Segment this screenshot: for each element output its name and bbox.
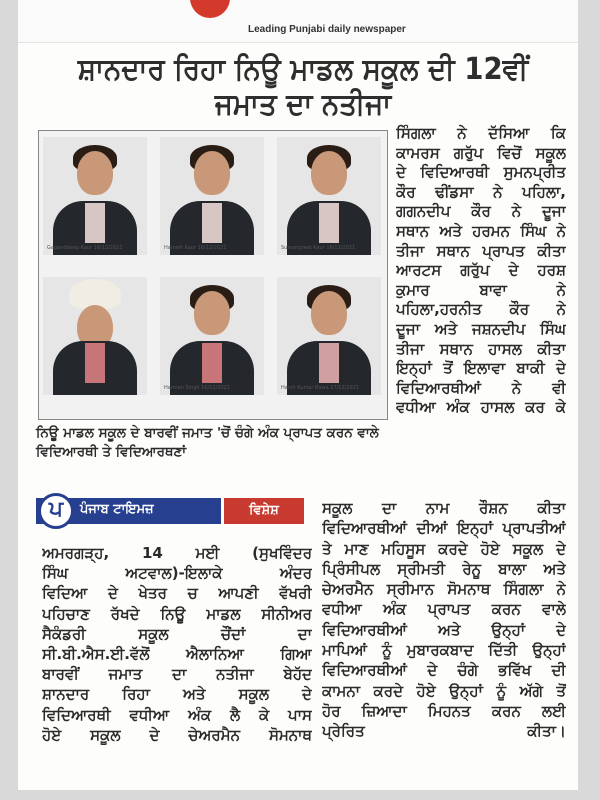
student-photo [43, 137, 147, 255]
masthead-logo [190, 0, 230, 18]
section-banner [36, 493, 306, 527]
banner-brand: ਪੰਜਾਬ ਟਾਇਮਜ਼ [80, 502, 154, 517]
text-line: ਸਿੰਘ ਅਟਵਾਲ)-ਇਲਾਕੇ ਅੰਦਰ [42, 564, 312, 583]
text-line: ਕਾਮਰਸ ਗਰੁੱਪ ਵਿਚੋਂ ਸਕੂਲ [396, 143, 566, 162]
text-line: ਪ੍ਰਿੰਸੀਪਲ ਸ੍ਰੀਮਤੀ ਰੇਨੂ ਬਾਲਾ ਅਤੇ [322, 559, 566, 578]
student-photo [160, 277, 264, 395]
brand-logo-icon: ਪ [38, 493, 74, 529]
text-line: ਦੂਜਾ ਅਤੇ ਜਸ਼ਨਦੀਪ ਸਿੰਘ [396, 319, 566, 338]
text-line: ਹੋਏ ਸਕੂਲ ਦੇ ਚੇਅਰਮੈਨ ਸੋਮਨਾਥ [42, 725, 312, 744]
text-line: ਵਧੀਆ ਅੰਕ ਹਾਸਲ ਕਰ ਕੇ [396, 398, 566, 417]
text-line: ਸੈਕੰਡਰੀ ਸਕੂਲ ਚੌਂਦਾਂ ਦਾ [42, 624, 312, 643]
newspaper-clipping [18, 0, 578, 790]
text-line: ਪਹਿਚਾਣ ਰੱਖਦੇ ਨਿਊ ਮਾਡਲ ਸੀਨੀਅਰ [42, 604, 312, 623]
text-line: ਦੇ ਵਿਦਿਆਰਥੀ ਸੁਮਨਪ੍ਰੀਤ [396, 163, 566, 182]
photo-caption: ਨਿਊ ਮਾਡਲ ਸਕੂਲ ਦੇ ਬਾਰਵੀਂ ਜਮਾਤ 'ਚੋਂ ਚੰਗੇ ਅੰਕ ਪ੍ਰਾਪਤ ਕਰਨ ਵਾਲੇ ਵਿਦਿਆਰਥੀ ਤੇ ਵਿਦਿਆਰਥਣਾਂ [36, 425, 379, 460]
text-line: ਵਿਦਿਆ ਦੇ ਖੇਤਰ ਚ ਆਪਣੀ ਵੱਖਰੀ [42, 584, 312, 603]
photo-label: Harsh Kumar Bawa 17/12/2021 [281, 385, 360, 391]
masthead [18, 0, 578, 43]
text-line: ਇਨ੍ਹਾਂ ਤੋਂ ਇਲਾਵਾ ਬਾਕੀ ਦੇ [396, 359, 566, 378]
text-line: ਕੌਰ ਢੀਂਡਸਾ ਨੇ ਪਹਿਲਾ, [396, 182, 566, 201]
banner-tag: ਵਿਸ਼ੇਸ਼ [224, 498, 304, 524]
right-column-text [396, 124, 566, 418]
student-photo [277, 137, 381, 255]
text-line: ਵਿਦਿਆਰਥੀਆਂ ਦੇ ਚੰਗੇ ਭਵਿੱਖ ਦੀ [322, 661, 566, 680]
left-column-text [42, 543, 312, 745]
text-line: ਵਿਦਿਆਰਥੀਆਂ ਨੇ ਵੀ [396, 378, 566, 397]
photo-label: Sumanpreet Kaur 16/12/2021 [281, 245, 356, 251]
text-line: ਮਾਪਿਆਂ ਨੂੰ ਮੁਬਾਰਕਬਾਦ ਦਿੱਤੀ ਉਨ੍ਹਾਂ [322, 641, 566, 660]
text-line: ਸਥਾਨ ਅਤੇ ਹਰਮਨ ਸਿੰਘ ਨੇ [396, 221, 566, 240]
text-line: ਸੀ.ਬੀ.ਐਸ.ਈ.ਵੱਲੋਂ ਐਲਾਨਿਆ ਗਿਆ [42, 644, 312, 663]
text-line: ਤੀਜਾ ਸਥਾਨ ਪ੍ਰਾਪਤ ਕੀਤਾ [396, 241, 566, 260]
text-line: ਕਾਮਨਾ ਕਰਦੇ ਹੋਏ ਉਨ੍ਹਾਂ ਨੂੰ ਅੱਗੇ ਤੋਂ [322, 681, 566, 700]
text-line: ਹੋਰ ਜ਼ਿਆਦਾ ਮਿਹਨਤ ਕਰਨ ਲਈ [322, 701, 566, 720]
masthead-tagline: Leading Punjabi daily newspaper [248, 24, 406, 35]
text-line: ਤੀਜਾ ਸਥਾਨ ਹਾਸਲ ਕੀਤਾ [396, 339, 566, 358]
student-photo [277, 277, 381, 395]
text-line: ਪਹਿਲਾ,ਹਰਨੀਤ ਕੌਰ ਨੇ [396, 300, 566, 319]
text-line: ਵਿਦਿਆਰਥੀ ਵਧੀਆ ਅੰਕ ਲੈ ਕੇ ਪਾਸ [42, 705, 312, 724]
text-line: ਚੇਅਰਮੈਨ ਸ੍ਰੀਮਾਨ ਸੋਮਨਾਥ ਸਿੰਗਲਾ ਨੇ [322, 580, 566, 599]
text-line: ਸ਼ਾਨਦਾਰ ਰਿਹਾ ਅਤੇ ਸਕੂਲ ਦੇ [42, 685, 312, 704]
photo-label: Harnett Kaur 16/12/2021 [164, 245, 227, 251]
text-line: ਵਿਦਿਆਰਥੀਆਂ ਅਤੇ ਉਨ੍ਹਾਂ ਦੇ [322, 620, 566, 639]
text-line: ਪ੍ਰੇਰਿਤ ਕੀਤਾ। [322, 722, 566, 741]
text-line: ਵਿਦਿਆਰਥੀਆਂ ਦੀਆਂ ਇਨ੍ਹਾਂ ਪ੍ਰਾਪਤੀਆਂ [322, 519, 566, 538]
photo-label: Harman Singh 16/12/2021 [164, 385, 230, 391]
text-line: ਗਗਨਦੀਪ ਕੌਰ ਨੇ ਦੂਜਾ [396, 202, 566, 221]
student-photo [43, 277, 147, 395]
text-line: ਸਿੰਗਲਾ ਨੇ ਦੱਸਿਆ ਕਿ [396, 124, 566, 142]
text-line: ਸਕੂਲ ਦਾ ਨਾਮ ਰੌਸ਼ਨ ਕੀਤਾ [322, 499, 566, 517]
photo-label: Gaganddeep Kaur 16/12/2021 [47, 245, 123, 251]
article-headline: ਸ਼ਾਨਦਾਰ ਰਿਹਾ ਨਿਊ ਮਾਡਲ ਸਕੂਲ ਦੀ 12ਵੀਂ ਜਮਾਤ ਦਾ ਨਤੀਜਾ [77, 52, 529, 122]
bottom-right-column-text [322, 498, 566, 742]
photo-grid [38, 130, 388, 420]
text-line: ਬਾਰਵੀਂ ਜਮਾਤ ਦਾ ਨਤੀਜਾ ਬੇਹੱਦ [42, 665, 312, 684]
text-line: ਅਮਰਗੜ੍ਹ, 14 ਮਈ (ਸੁਖਵਿੰਦਰ [42, 544, 312, 562]
text-line: ਵਧੀਆ ਅੰਕ ਪ੍ਰਾਪਤ ਕਰਨ ਵਾਲੇ [322, 600, 566, 619]
student-photo [160, 137, 264, 255]
text-line: ਤੇ ਮਾਣ ਮਹਿਸੂਸ ਕਰਦੇ ਹੋਏ ਸਕੂਲ ਦੇ [322, 539, 566, 558]
text-line: ਕੁਮਾਰ ਬਾਵਾ ਨੇ [396, 280, 566, 299]
text-line: ਆਰਟਸ ਗਰੁੱਪ ਦੇ ਹਰਸ਼ [396, 261, 566, 280]
